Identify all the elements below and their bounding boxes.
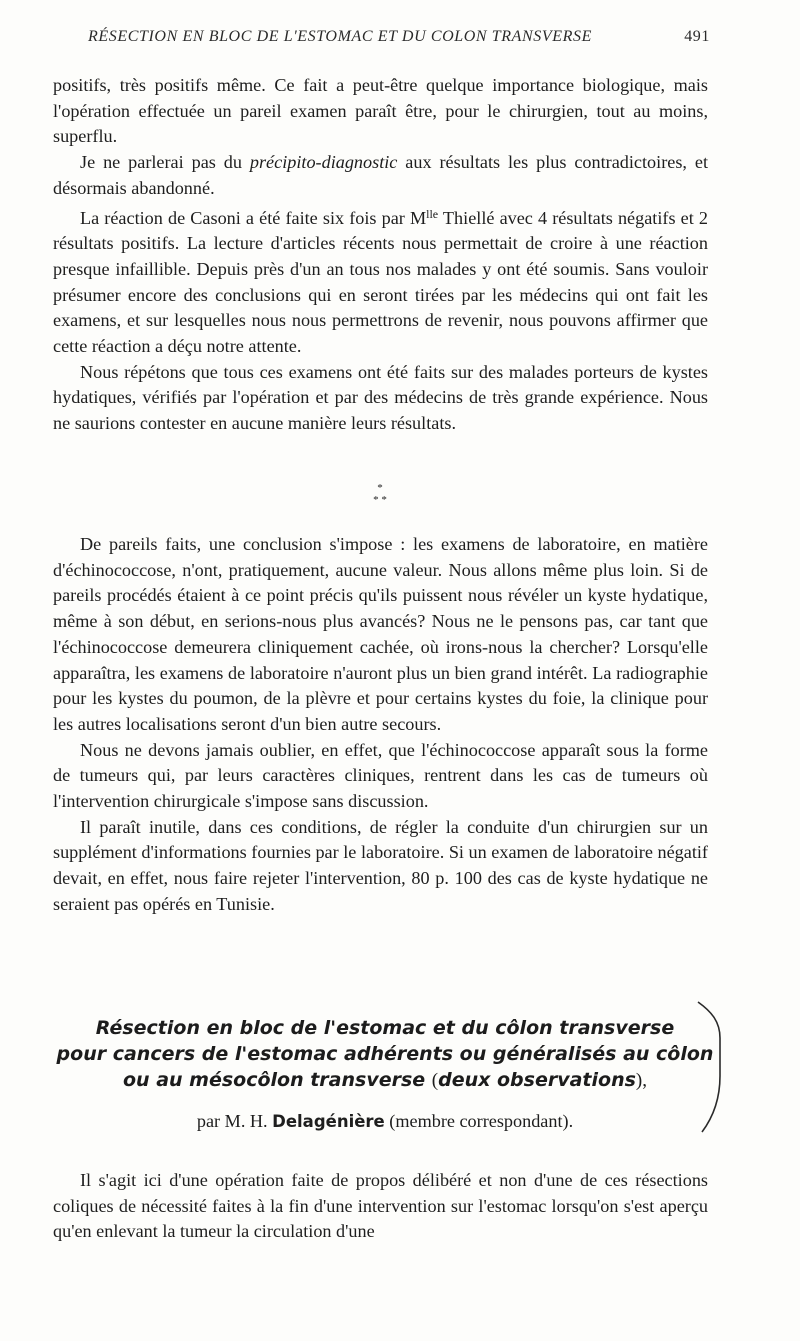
paragraph-text: Je ne parlerai pas du bbox=[80, 152, 250, 173]
paragraph-conclusion: De pareils faits, une conclusion s'impose : les examens de laboratoire, en matière d'échinococcose, n'ont, pratiquement, aucune valeur. Nous allons même plus loin. Si de pareils procédés étaient à ce point précis qu'ils puissent nous révéler un kyste hydatique, même à son début, en serions-nous plus avancés? Nous ne le pensons pas, car tant que l'échinococcose demeurera cliniquement cachée, où irons-nous la chercher? Lorsqu'elle apparaîtra, les examens de laboratoire n'auront plus un bien grand intérêt. La radiographie pour les kystes du poumon, de la plèvre et pour certains kystes du foie, la clinique pour les autres localisations seront d'un bien autre secours. bbox=[53, 534, 708, 734]
running-header bbox=[88, 28, 710, 46]
section-separator bbox=[0, 482, 760, 506]
article-title-line-3 bbox=[40, 1067, 730, 1094]
section-1 bbox=[53, 73, 708, 437]
paren-open: ( bbox=[431, 1070, 439, 1091]
title-text: deux observations bbox=[438, 1069, 636, 1091]
superscript-lle: lle bbox=[426, 206, 439, 221]
article-title-line-1: Résection en bloc de l'estomac et du côlon transverse bbox=[95, 1017, 675, 1039]
byline-suffix: (membre correspondant). bbox=[384, 1111, 574, 1131]
paragraph-text: La réaction de Casoni a été faite six fois par M bbox=[80, 207, 427, 228]
paragraph-examens: Nous répétons que tous ces examens ont été faits sur des malades porteurs de kystes hydatiques, vérifiés par l'opération et par des médecins de très grande expérience. Nous ne saurions contester en aucune manière leurs résultats. bbox=[53, 361, 708, 434]
page-number: 491 bbox=[684, 28, 710, 45]
paragraph-tumeurs: Nous ne devons jamais oublier, en effet, que l'échinococcose apparaît sous la forme de tumeurs qui, par leurs caractères cliniques, rentrent dans les cas de tumeurs où l'intervention chirurgicale s'impose sans discussion. bbox=[53, 739, 708, 812]
article-title-line-2: pour cancers de l'estomac adhérents ou généralisés au côlon bbox=[56, 1043, 714, 1065]
paragraph-operation: Il s'agit ici d'une opération faite de propos délibéré et non d'une de ces résections coliques de nécessité faites à la fin d'une intervention sur l'estomac lorsqu'on s'est aperçu qu'en enlevant la tumeur la circulation d'une bbox=[53, 1170, 708, 1242]
paragraph-precipito bbox=[53, 150, 708, 201]
separator-star-top: * bbox=[377, 482, 383, 494]
article-title bbox=[40, 1015, 730, 1094]
paragraph-text: Thiellé avec 4 résultats négatifs et 2 résultats positifs. La lecture d'articles récents nous permettait de croire à une réaction presque infaillible. Depuis près d'un an tous nos malades y ont été soumis. Sans vouloir présumer encore des conclusions qui en seront tirées par les médecins qui ont fait les examens, et sur lesquelles nous nous permettrons de revenir, nous pouvons affirmer que cette réaction a déçu notre attente. bbox=[53, 207, 708, 357]
running-title: RÉSECTION EN BLOC DE L'ESTOMAC ET DU COLON TRANSVERSE bbox=[88, 28, 593, 45]
author-name: Delagénière bbox=[272, 1112, 385, 1131]
paren-close: ), bbox=[635, 1070, 647, 1091]
paragraph-continued: positifs, très positifs même. Ce fait a peut-être quelque importance biologique, mais l'opération effectuée un pareil examen paraît être, pour le chirurgien, tout au moins, superflu. bbox=[53, 75, 708, 147]
byline-prefix: par M. H. bbox=[196, 1111, 273, 1131]
section-2 bbox=[53, 532, 708, 918]
separator-stars-bottom: * * bbox=[373, 494, 387, 506]
paragraph-casoni bbox=[53, 202, 708, 360]
article-byline bbox=[40, 1109, 730, 1134]
title-text: ou au mésocôlon transverse bbox=[123, 1069, 432, 1091]
paragraph-laboratoire: Il paraît inutile, dans ces conditions, de régler la conduite d'un chirurgien sur un supplément d'informations fournies par le laboratoire. Si un examen de laboratoire négatif devait, en effet, nous faire rejeter l'intervention, 80 p. 100 des cas de kyste hydatique ne seraient pas opérés en Tunisie. bbox=[53, 816, 708, 914]
italic-term: précipito-diagnostic bbox=[249, 152, 398, 173]
paragraph-text: aux résultats les plus contradictoires, et désormais abandonné. bbox=[53, 152, 709, 198]
article-body bbox=[53, 1168, 708, 1245]
